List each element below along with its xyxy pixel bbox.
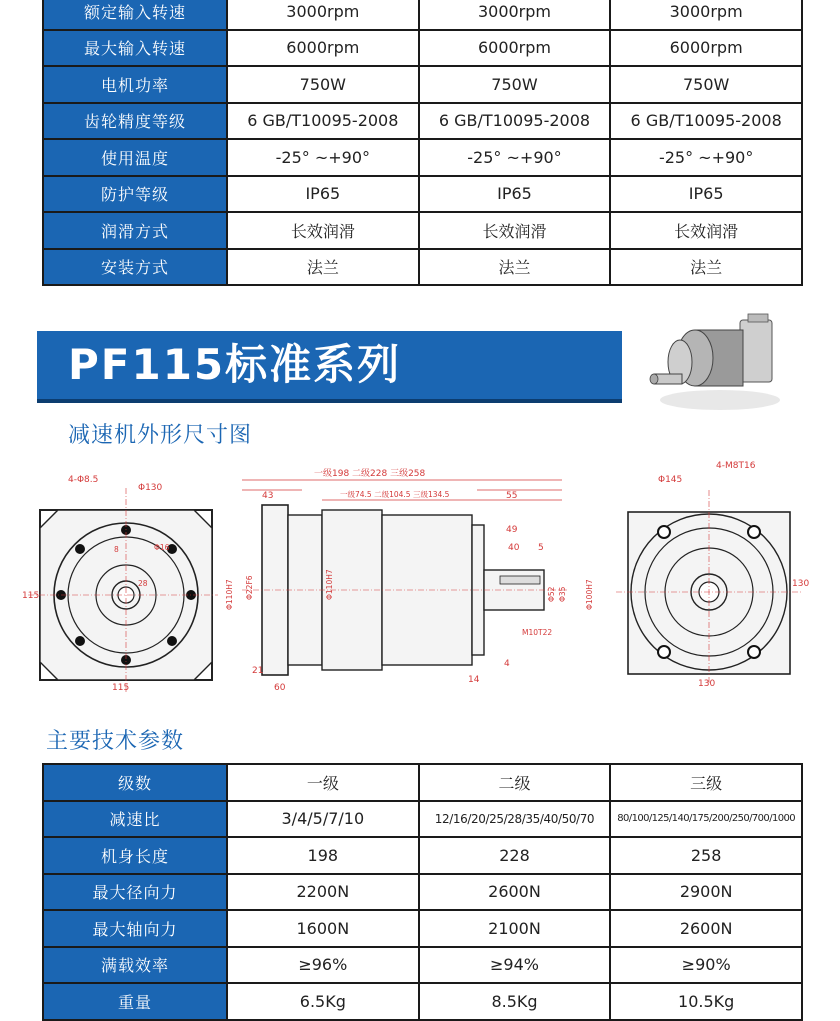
table-cell: 法兰 bbox=[610, 249, 802, 286]
table-cell: -25° ~+90° bbox=[610, 139, 802, 176]
table-row bbox=[43, 176, 802, 213]
front-key-h: 28 bbox=[138, 579, 148, 588]
table-cell: 3000rpm bbox=[227, 0, 419, 30]
rear-side-dim: 130 bbox=[792, 579, 810, 589]
table-row bbox=[43, 874, 802, 911]
front-view-drawing bbox=[18, 468, 208, 698]
side-d21: 21 bbox=[252, 666, 264, 676]
side-inner-d: Φ22F6 bbox=[245, 575, 254, 600]
front-bottom-dim: 115 bbox=[112, 683, 130, 693]
table-cell: 6 GB/T10095-2008 bbox=[227, 103, 419, 140]
table-cell: ≥94% bbox=[419, 947, 611, 984]
rear-pcd-label: Φ145 bbox=[658, 475, 683, 485]
front-bore: Φ16 bbox=[154, 543, 170, 552]
row-label: 电机功率 bbox=[43, 66, 227, 103]
front-pcd-label: Φ130 bbox=[138, 483, 163, 493]
table-row bbox=[43, 103, 802, 140]
table-cell: 2100N bbox=[419, 910, 611, 947]
table-cell: 228 bbox=[419, 837, 611, 874]
side-pilot-d: Φ100H7 bbox=[585, 579, 594, 610]
side-shaft-d: Φ35 bbox=[558, 586, 567, 602]
column-header: 三级 bbox=[610, 764, 802, 801]
row-label: 额定输入转速 bbox=[43, 0, 227, 30]
side-d4: 4 bbox=[504, 659, 510, 669]
table-row bbox=[43, 66, 802, 103]
rear-bottom-dim: 130 bbox=[698, 679, 716, 689]
table-cell: ≥90% bbox=[610, 947, 802, 984]
side-d49: 49 bbox=[506, 525, 518, 535]
side-d110: Φ110H7 bbox=[325, 569, 334, 600]
side-view-drawing bbox=[222, 460, 594, 700]
params-table bbox=[42, 763, 803, 1021]
side-d43: 43 bbox=[262, 491, 274, 501]
table-cell: 长效润滑 bbox=[227, 212, 419, 249]
table-cell: 258 bbox=[610, 837, 802, 874]
table-row bbox=[43, 0, 802, 30]
table-cell: 长效润滑 bbox=[610, 212, 802, 249]
row-label: 最大轴向力 bbox=[43, 910, 227, 947]
row-label: 最大径向力 bbox=[43, 874, 227, 911]
front-bolt-label: 4-Φ8.5 bbox=[68, 475, 99, 485]
row-label: 齿轮精度等级 bbox=[43, 103, 227, 140]
front-side-dim: 115 bbox=[22, 591, 40, 601]
table-row bbox=[43, 910, 802, 947]
table-cell: 198 bbox=[227, 837, 419, 874]
row-label: 安装方式 bbox=[43, 249, 227, 286]
row-label: 润滑方式 bbox=[43, 212, 227, 249]
side-d5: 5 bbox=[538, 543, 544, 553]
table-cell: 法兰 bbox=[227, 249, 419, 286]
table-cell: 2600N bbox=[610, 910, 802, 947]
rear-view-drawing bbox=[606, 460, 810, 700]
table-row bbox=[43, 249, 802, 286]
row-label: 最大输入转速 bbox=[43, 30, 227, 67]
table-cell: 长效润滑 bbox=[419, 212, 611, 249]
side-key: Φ52 bbox=[547, 586, 556, 602]
side-d14: 14 bbox=[468, 675, 480, 685]
row-label: 使用温度 bbox=[43, 139, 227, 176]
table-cell: IP65 bbox=[610, 176, 802, 213]
banner-shadow bbox=[37, 399, 622, 403]
table-cell: 法兰 bbox=[419, 249, 611, 286]
table-cell: 8.5Kg bbox=[419, 983, 611, 1020]
table-row bbox=[43, 801, 802, 838]
row-label: 防护等级 bbox=[43, 176, 227, 213]
row-label: 机身长度 bbox=[43, 837, 227, 874]
side-overall-dim: 一级198 二级228 三级258 bbox=[314, 469, 426, 479]
table-cell: 6000rpm bbox=[227, 30, 419, 67]
table-row bbox=[43, 139, 802, 176]
table-cell: 2900N bbox=[610, 874, 802, 911]
params-section-title: 主要技术参数 bbox=[46, 729, 185, 754]
table-cell: 750W bbox=[419, 66, 611, 103]
table-cell: 12/16/20/25/28/35/40/50/70 bbox=[419, 801, 611, 838]
rear-thread-label: 4-M8T16 bbox=[716, 461, 756, 471]
table-cell: 6000rpm bbox=[610, 30, 802, 67]
row-label: 减速比 bbox=[43, 801, 227, 838]
table-row bbox=[43, 837, 802, 874]
table-cell: 6000rpm bbox=[419, 30, 611, 67]
row-label: 重量 bbox=[43, 983, 227, 1020]
side-d55: 55 bbox=[506, 491, 518, 501]
table-cell: 2600N bbox=[419, 874, 611, 911]
gearbox-photo bbox=[640, 300, 790, 420]
table-cell: 10.5Kg bbox=[610, 983, 802, 1020]
table-cell: 3000rpm bbox=[419, 0, 611, 30]
table-cell: IP65 bbox=[419, 176, 611, 213]
side-d60: 60 bbox=[274, 683, 286, 693]
table-cell: 750W bbox=[610, 66, 802, 103]
table-cell: 6.5Kg bbox=[227, 983, 419, 1020]
table-cell: 3000rpm bbox=[610, 0, 802, 30]
drawing-section-title: 减速机外形尺寸图 bbox=[68, 423, 253, 448]
row-label: 满载效率 bbox=[43, 947, 227, 984]
table-cell: -25° ~+90° bbox=[227, 139, 419, 176]
table-cell: 2200N bbox=[227, 874, 419, 911]
side-flange-d: Φ110H7 bbox=[225, 579, 234, 610]
table-cell: -25° ~+90° bbox=[419, 139, 611, 176]
side-thread: M10T22 bbox=[522, 628, 553, 637]
column-header: 一级 bbox=[227, 764, 419, 801]
table-row bbox=[43, 212, 802, 249]
front-key-w: 8 bbox=[114, 545, 119, 554]
table-row bbox=[43, 983, 802, 1020]
table-row bbox=[43, 947, 802, 984]
side-d40: 40 bbox=[508, 543, 520, 553]
top-spec-table bbox=[42, 0, 803, 286]
table-cell: IP65 bbox=[227, 176, 419, 213]
row-label: 级数 bbox=[43, 764, 227, 801]
table-cell: 80/100/125/140/175/200/250/700/1000 bbox=[610, 801, 802, 838]
table-cell: 6 GB/T10095-2008 bbox=[419, 103, 611, 140]
table-cell: 6 GB/T10095-2008 bbox=[610, 103, 802, 140]
table-row bbox=[43, 30, 802, 67]
table-cell: 1600N bbox=[227, 910, 419, 947]
series-title: PF115标准系列 bbox=[68, 340, 402, 389]
table-cell: 3/4/5/7/10 bbox=[227, 801, 419, 838]
table-cell: ≥96% bbox=[227, 947, 419, 984]
column-header: 二级 bbox=[419, 764, 611, 801]
table-cell: 750W bbox=[227, 66, 419, 103]
table-header-row bbox=[43, 764, 802, 801]
side-body-dim: 一级74.5 二级104.5 三级134.5 bbox=[340, 490, 450, 499]
